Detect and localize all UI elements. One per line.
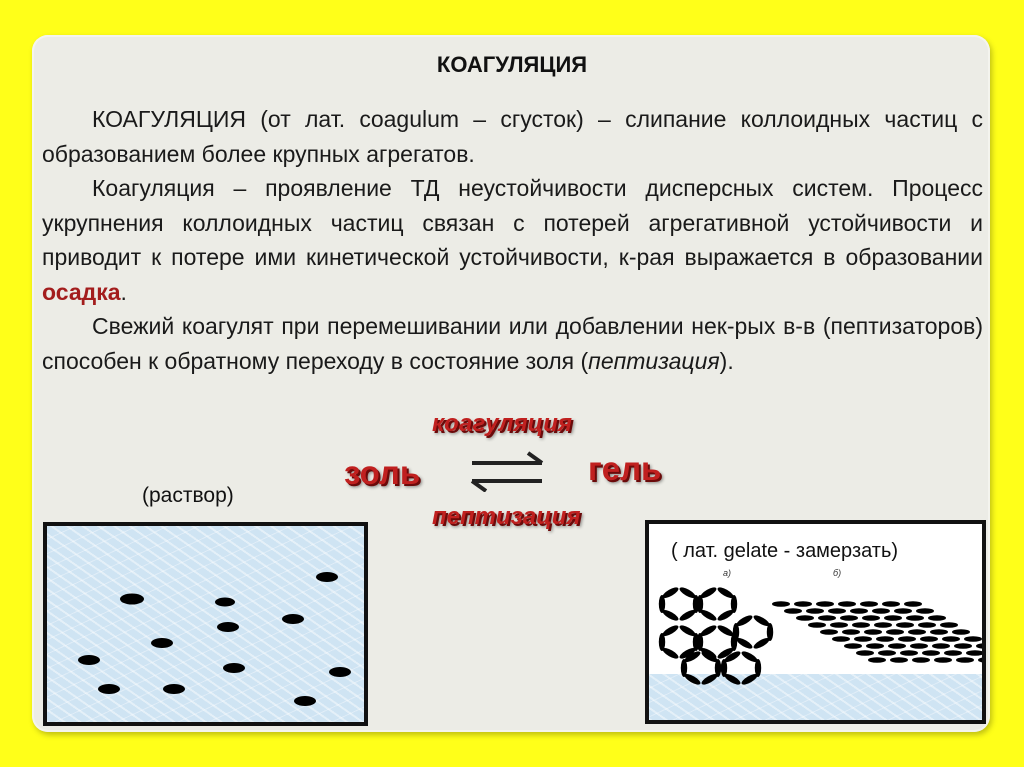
gel-chain-particle [700, 672, 719, 687]
gel-lattice-particle [878, 650, 896, 656]
page-title: КОАГУЛЯЦИЯ [436, 52, 588, 77]
gel-chain-particle [735, 613, 754, 628]
gel-chain-particle [740, 649, 759, 664]
gel-chain-particle [699, 585, 718, 600]
paragraph-instability [42, 171, 983, 309]
gel-lattice-particle [942, 636, 960, 642]
gel-lattice-particle [928, 615, 946, 621]
gel-lattice-particle [952, 629, 970, 635]
gel-lattice-particle [874, 622, 892, 628]
gel-lattice-particle [820, 629, 838, 635]
gel-lattice-particle [860, 601, 878, 607]
gel-structure-panel [645, 520, 986, 724]
gel-lattice-particle [784, 608, 802, 614]
gel-lattice-particle [850, 608, 868, 614]
sol-particles-panel [43, 522, 368, 726]
gel-lattice-particle [854, 636, 872, 642]
peptization-term: пептизация [588, 347, 720, 374]
gel-lattice-particle [964, 636, 982, 642]
paragraph-definition-text: КОАГУЛЯЦИЯ (от лат. coagulum – сгусток) – слипание коллоидных частиц с образованием более крупных агрегатов. [42, 106, 983, 167]
gel-chain-particle [752, 613, 771, 628]
sol-label: золь [344, 454, 421, 491]
gel-lattice-particle [828, 608, 846, 614]
highlight-sediment: осадка [42, 278, 121, 305]
gel-lattice-particle [934, 657, 952, 663]
gel-lattice-particle [866, 643, 884, 649]
gel-lattice-particle [796, 615, 814, 621]
gel-chain-particle [678, 608, 697, 623]
gel-lattice-particle [922, 650, 940, 656]
gel-label-b: б) [833, 568, 842, 578]
gel-lattice-particle [888, 643, 906, 649]
paragraph-peptization-text: Свежий коагулят при перемешивании или добавлении нек-рых в-в (пептизаторов) способен к обратному переходу в состояние золя ( [42, 313, 983, 374]
gel-lattice-particle [940, 622, 958, 628]
gel-chain-particle [752, 636, 771, 651]
gel-lattice-particle [894, 608, 912, 614]
gel-chain-particle [716, 623, 735, 638]
gel-lattice-particle [838, 601, 856, 607]
gel-lattice-particle [876, 636, 894, 642]
gel-lattice-particle [890, 657, 908, 663]
gel-lattice-particle [966, 650, 982, 656]
gel-lattice-particle [864, 629, 882, 635]
gel-chain-particle [699, 623, 718, 638]
gel-lattice-particle [944, 650, 962, 656]
gel-lattice-particle [868, 657, 886, 663]
gel-lattice-particle [882, 601, 900, 607]
gel-lattice-particle [930, 629, 948, 635]
gel-lattice-particle [912, 657, 930, 663]
gel-lattice-particle [842, 629, 860, 635]
gel-lattice-particle [830, 622, 848, 628]
gel-lattice-particle [886, 629, 904, 635]
gel-chain-particle [678, 623, 697, 638]
coagulation-label: коагуляция [432, 410, 572, 437]
gel-chain-particle [716, 608, 735, 623]
gel-lattice-particle [818, 615, 836, 621]
gel-chain-particle [661, 585, 680, 600]
gel-lattice-particle [956, 657, 974, 663]
sol-panel-caption: (раствор) [142, 484, 234, 507]
gel-label: гель [588, 450, 662, 487]
paragraph-instability-text: Коагуляция – проявление ТД неустойчивости дисперсных систем. Процесс укрупнения коллоидных частиц связан с потерей агрегативной устойчивости и приводит к потере ими кинетической устойчивости, к-рая выражается в образовании [42, 175, 983, 270]
gel-chain-particle [740, 672, 759, 687]
peptization-label: пептизация [432, 503, 581, 530]
paragraph-peptization [42, 309, 983, 378]
gel-lattice-particle [806, 608, 824, 614]
equilibrium-arrows-icon [462, 450, 552, 492]
gel-structure-illustration [649, 564, 982, 724]
gel-lattice-particle [898, 636, 916, 642]
gel-lattice-particle [840, 615, 858, 621]
gel-lattice-particle [772, 601, 790, 607]
paragraph-peptization-end: ). [719, 347, 734, 374]
gel-lattice-particle [884, 615, 902, 621]
gel-lattice-particle [852, 622, 870, 628]
gel-lattice-particle [900, 650, 918, 656]
gel-lattice-particle [916, 608, 934, 614]
sol-particles-illustration [47, 526, 364, 722]
gel-lattice-particle [832, 636, 850, 642]
gel-lattice-particle [976, 643, 982, 649]
gel-lattice-particle [794, 601, 812, 607]
gel-lattice-particle [920, 636, 938, 642]
gel-panel-caption: ( лат. gelate - замерзать) [671, 540, 899, 562]
gel-lattice-particle [904, 601, 922, 607]
gel-lattice-particle [816, 601, 834, 607]
gel-chain-particle [661, 623, 680, 638]
gel-lattice-particle [918, 622, 936, 628]
gel-lattice-particle [908, 629, 926, 635]
gel-lattice-particle [808, 622, 826, 628]
gel-lattice-particle [872, 608, 890, 614]
gel-lattice-particle [896, 622, 914, 628]
gel-lattice-particle [856, 650, 874, 656]
gel-label-a: а) [723, 568, 732, 578]
paragraph-definition [42, 102, 983, 171]
paragraph-instability-end: . [120, 278, 127, 305]
gel-chain-particle [678, 585, 697, 600]
gel-chain-particle [716, 585, 735, 600]
gel-lattice-particle [906, 615, 924, 621]
gel-lattice-particle [910, 643, 928, 649]
gel-lattice-particle [954, 643, 972, 649]
gel-lattice-particle [932, 643, 950, 649]
gel-lattice-particle [844, 643, 862, 649]
gel-lattice-particle [862, 615, 880, 621]
gel-lattice-particle [978, 657, 982, 663]
